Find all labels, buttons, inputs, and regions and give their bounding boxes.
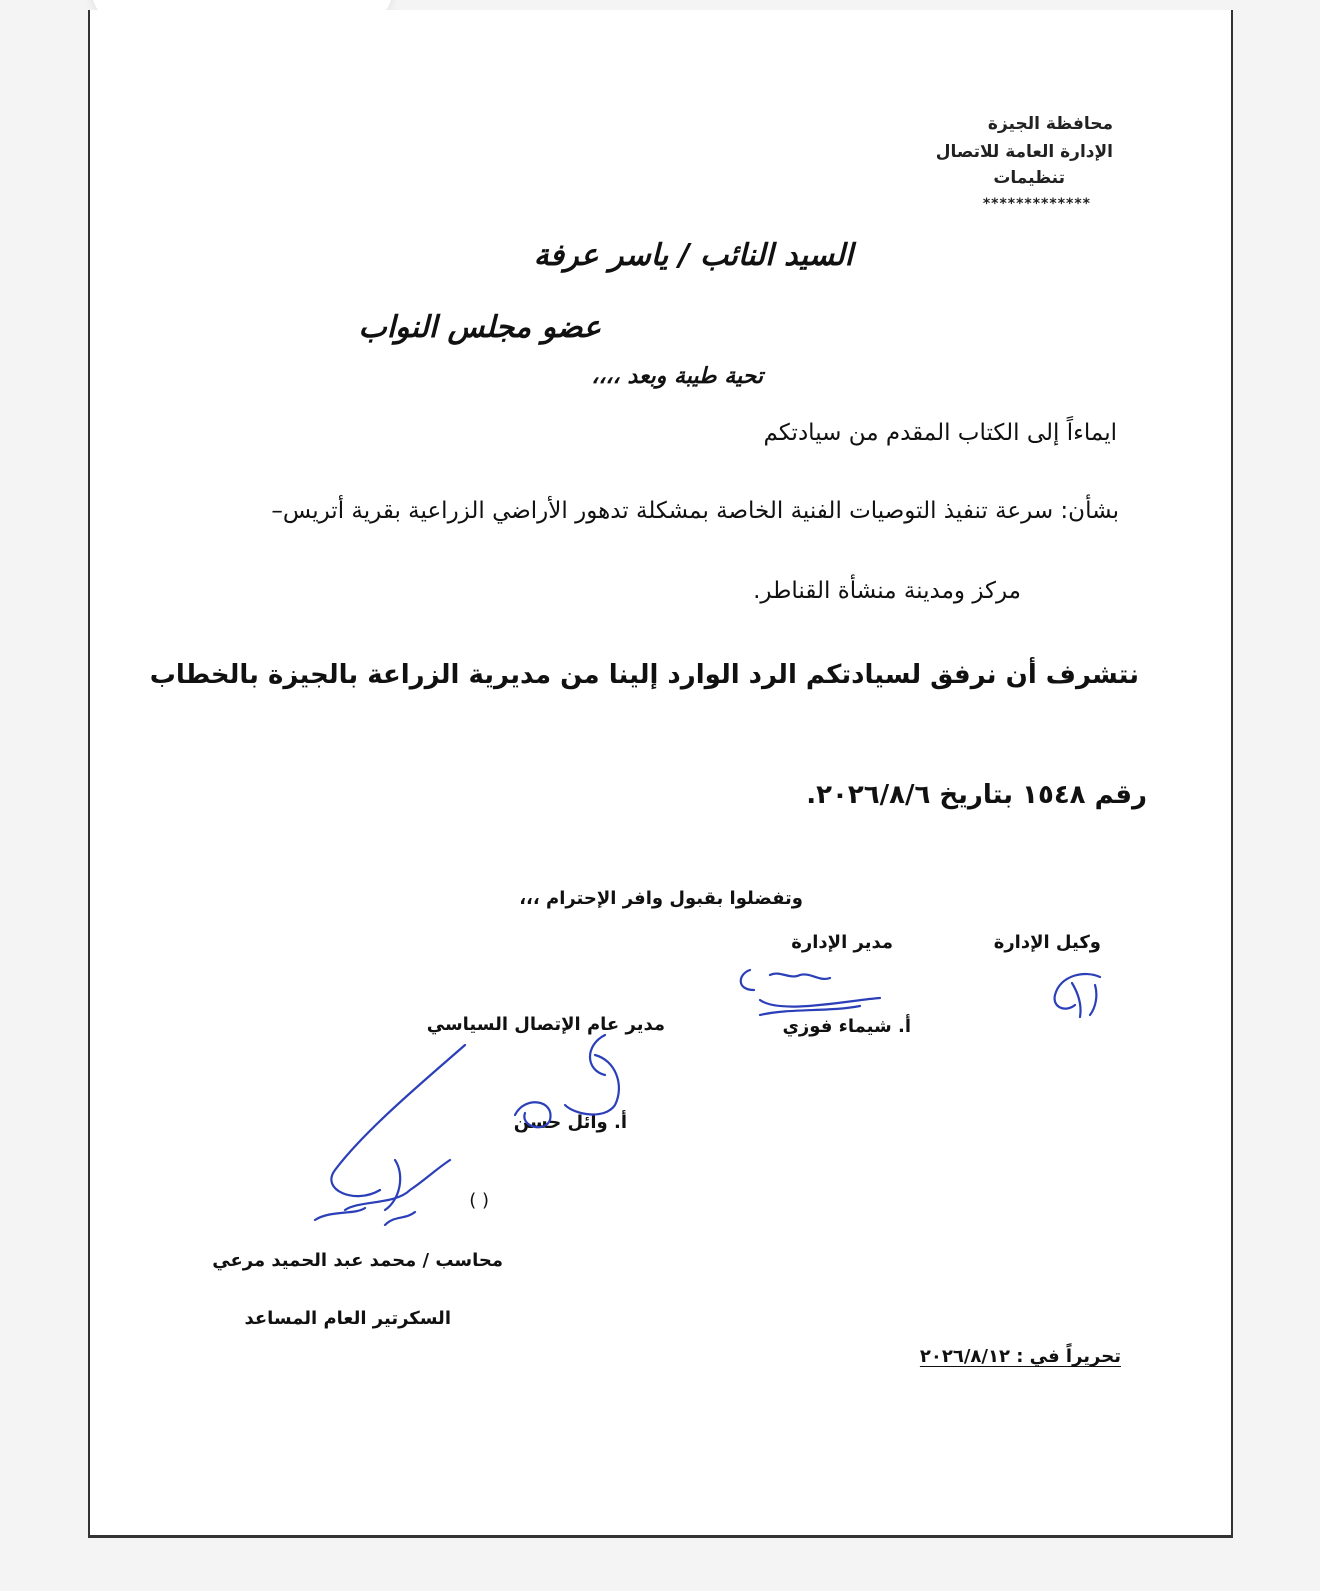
attach-line-2: رقم ١٥٤٨ بتاريخ ٢٠٢٦/٨/٦. bbox=[806, 780, 1147, 810]
manager-signature bbox=[730, 960, 890, 1030]
manager-name: أ. شيماء فوزي bbox=[782, 1016, 911, 1037]
greeting: تحية طيبة وبعد ،،،، bbox=[591, 364, 763, 389]
document-page bbox=[88, 10, 1233, 1538]
closing-line: وتفضلوا بقبول وافر الإحترام ،،، bbox=[519, 888, 803, 909]
reference-line: ايماءاً إلى الكتاب المقدم من سيادتكم bbox=[763, 420, 1117, 446]
signature-brackets: ( ) bbox=[469, 1190, 489, 1211]
deputy-signature bbox=[1040, 965, 1110, 1025]
gm-name: أ. وائل حسن bbox=[513, 1112, 627, 1133]
recipient-name: السيد النائب / ياسر عرفة bbox=[533, 238, 853, 273]
gm-title: مدير عام الإتصال السياسي bbox=[426, 1014, 665, 1035]
header-section: تنظيمات bbox=[993, 168, 1065, 188]
footer-date: تحريراً في : ٢٠٢٦/٨/١٢ bbox=[919, 1346, 1121, 1367]
subject-line-2: مركز ومدينة منشأة القناطر. bbox=[753, 578, 1021, 604]
assistant-title: السكرتير العام المساعد bbox=[244, 1308, 451, 1329]
assistant-signature bbox=[285, 1040, 545, 1250]
header-governorate: محافظة الجيزة bbox=[987, 114, 1113, 134]
header-department: الإدارة العامة للاتصال bbox=[935, 142, 1113, 162]
header-stars: ************* bbox=[982, 196, 1091, 212]
subject-line-1: بشأن: سرعة تنفيذ التوصيات الفنية الخاصة بمشكلة تدهور الأراضي الزراعية بقرية أتريس– bbox=[271, 498, 1119, 524]
recipient-title: عضو مجلس النواب bbox=[358, 310, 601, 345]
manager-title: مدير الإدارة bbox=[791, 932, 893, 953]
assistant-name: محاسب / محمد عبد الحميد مرعي bbox=[212, 1250, 503, 1271]
deputy-title: وكيل الإدارة bbox=[993, 932, 1101, 953]
attach-line-1: نتشرف أن نرفق لسيادتكم الرد الوارد إلينا من مديرية الزراعة بالجيزة بالخطاب bbox=[149, 660, 1139, 690]
